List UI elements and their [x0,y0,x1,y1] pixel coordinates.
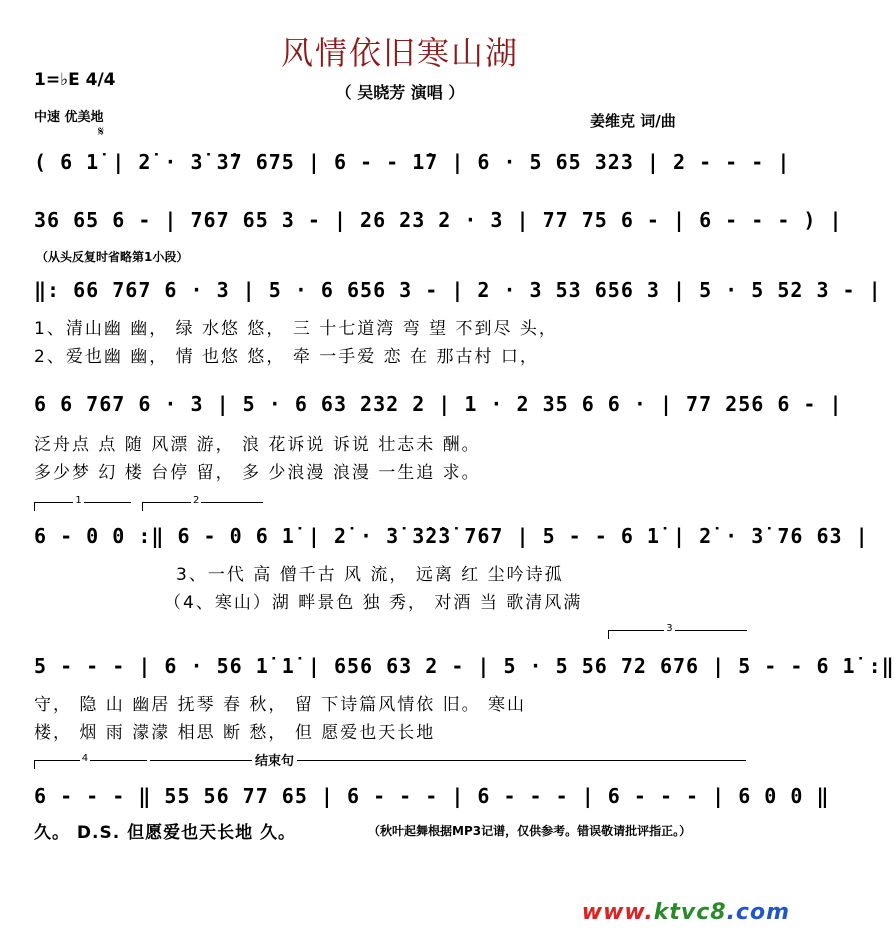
singer-credit: （ 吴晓芳 演唱 ） [335,83,465,102]
lyric-line-6a: 守， 隐 山 幽居 抚琴 春 秋， 留 下诗篇风情依 旧。 寒山 [34,695,527,715]
score-line-1: ( 6 1̇ | 2̇ · 3̇ 3̇7 675 | 6 - - 1̇7 | 6 · 5 65 323 | 2 - - - | [34,150,791,174]
volta-bracket-2 [142,495,263,511]
score-line-7: 6 - - - ‖ 55 56 77 65 | 6 - - - | 6 - - - | 6 - - - | 6 0 0 ‖ [34,784,830,808]
score-line-5: 6 - 0 0 :‖ 6 - 0 6 1̇ | 2̇ · 3̇ 3̇2̇3̇ 767 | 5 - - 6 1̇ | 2̇ · 3̇ 76 63 | [34,524,869,548]
watermark-suffix: .com [726,900,790,925]
repeat-note: （从头反复时省略第1小段） [36,250,189,264]
lyric-line-7: 久。 D.S. 但愿爱也天长地 久。 [34,823,297,843]
volta-label: 1 [75,495,82,506]
coda-line [150,760,746,761]
coda-label: 结束句 [252,750,297,769]
volta-label: 2 [193,495,200,506]
key-signature: 1=♭E 4/4 [34,70,116,90]
volta-bracket-1 [34,495,131,511]
lyric-line-5b: （4、寒山）湖 畔景色 独 秀， 对酒 当 歌清风满 [164,593,583,613]
site-watermark [582,900,790,925]
score-line-6: 5 - - - | 6 · 56 1̇ 1̇ | 656 63 2 - | 5 · 5 56 72 676 | 5 - - 6 1̇ :‖ [34,654,895,678]
segno-icon: 𝄋 [98,124,105,140]
volta-label: 4 [81,753,89,764]
watermark-brand: ktvc8 [653,900,727,925]
transcriber-note: （秋叶起舞根据MP3记谱，仅供参考。错误敬请批评指正。） [368,824,692,838]
score-line-2: 36 65 6 - | 767 65 3 - | 26 23 2 · 3 | 77 75 6 - | 6 - - - ) | [34,208,843,232]
volta-label: 3 [666,623,673,634]
volta-bracket-4 [34,753,147,769]
watermark-prefix: www. [581,900,654,925]
lyric-line-4b: 多少梦 幻 楼 台停 留， 多 少浪漫 浪漫 一生追 求。 [34,463,481,483]
author-credit: 姜维克 词/曲 [590,112,676,130]
score-line-3: ‖: 66 767 6 · 3 | 5 · 6 656 3 - | 2 · 3 53 656 3 | 5 · 5 52 3 - | [34,278,882,302]
lyric-line-3a: 1、清山幽 幽， 绿 水悠 悠， 三 十七道湾 弯 望 不到尽 头， [34,319,558,339]
lyric-line-6b: 楼， 烟 雨 濛濛 相思 断 愁， 但 愿爱也天长地 [34,723,436,743]
volta-bracket-3 [608,623,747,639]
lyric-line-3b: 2、爱也幽 幽， 情 也悠 悠， 牵 一手爱 恋 在 那古村 口， [34,347,539,367]
tempo-marking: 中速 优美地 [34,110,104,125]
lyric-line-5a: 3、一代 高 僧千古 风 流， 远离 红 尘吟诗孤 [176,565,564,585]
score-line-4: 6 6 767 6 · 3 | 5 · 6 63 232 2 | 1 · 2 35 6 6 · | 77 256 6 - | [34,392,843,416]
lyric-line-4a: 泛舟点 点 随 风漂 游， 浪 花诉说 诉说 壮志未 酬。 [34,435,481,455]
song-title: 风情依旧寒山湖 [280,34,519,72]
